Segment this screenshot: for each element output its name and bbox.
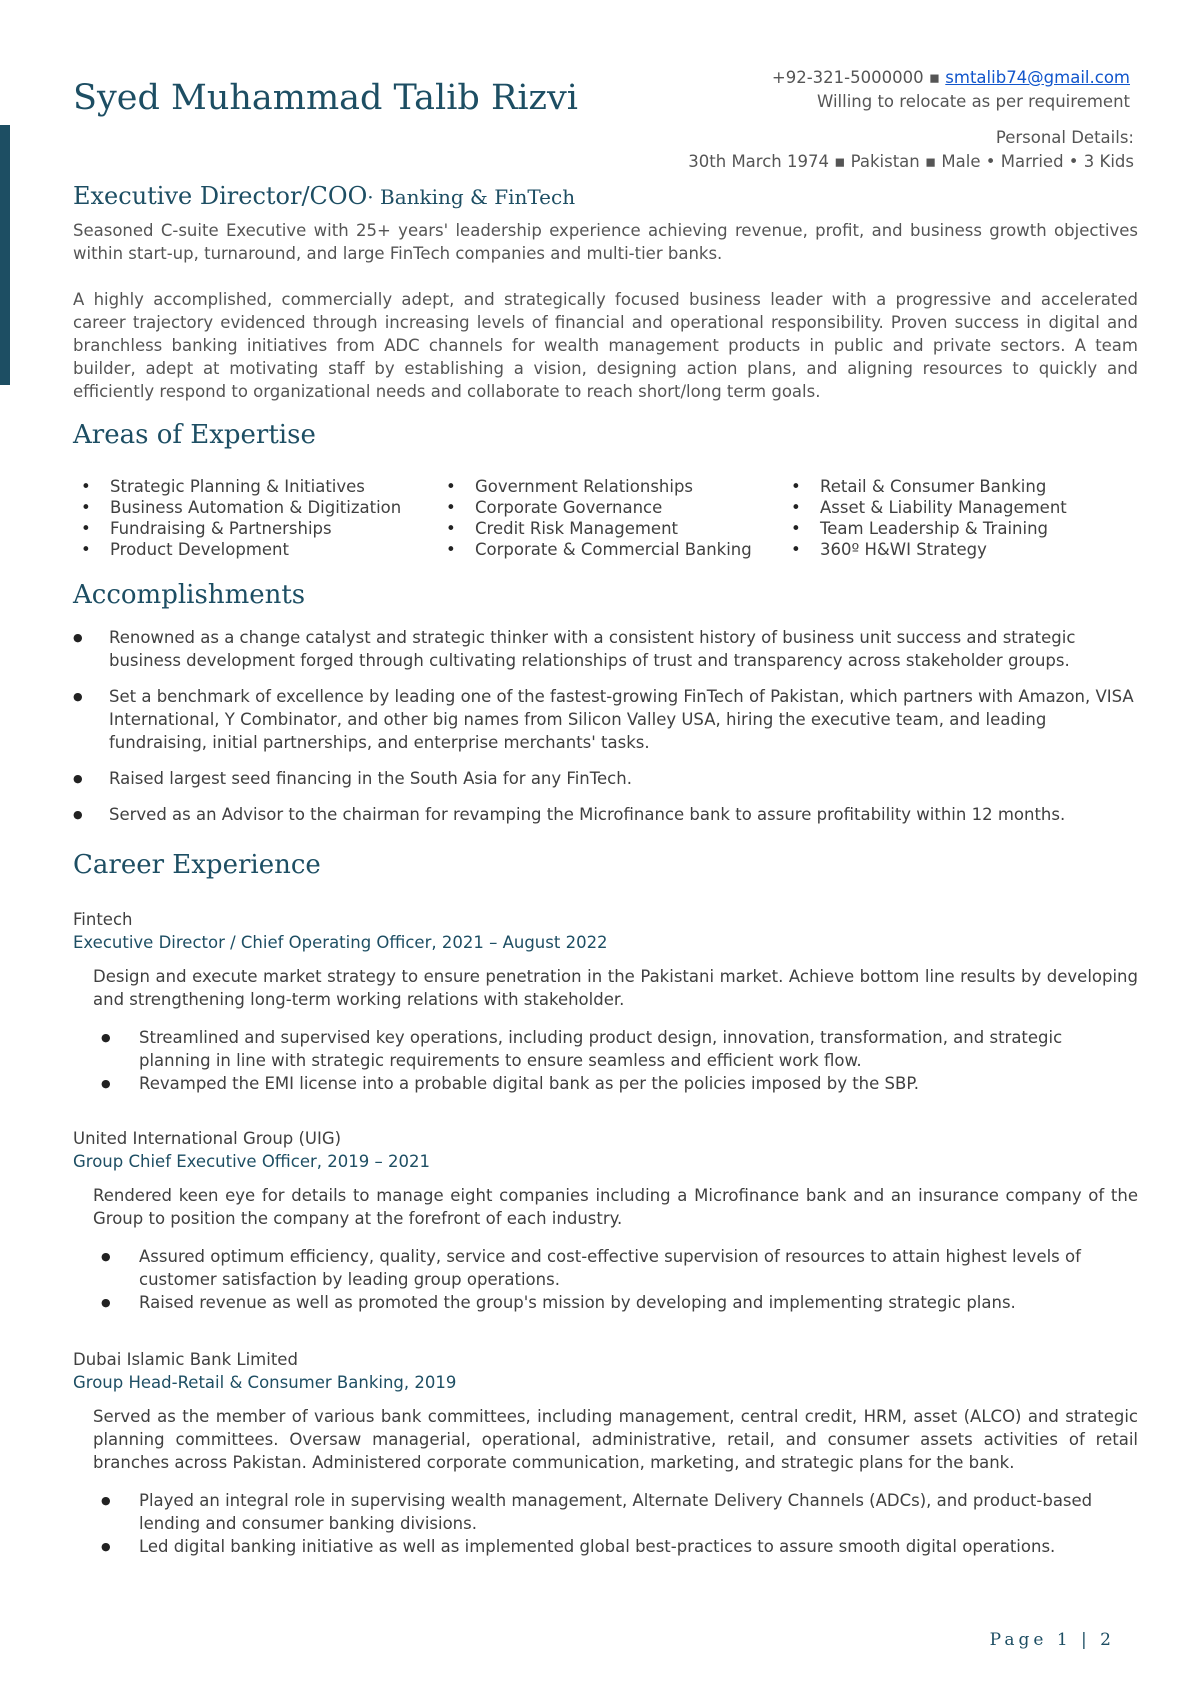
job-bullets — [93, 1489, 1138, 1558]
job-entry — [73, 1127, 1138, 1314]
expertise-item: • Strategic Planning & Initiatives — [73, 476, 438, 497]
section-title-career: Career Experience — [73, 850, 321, 880]
job-entry — [73, 908, 1138, 1095]
accomplishments-list — [73, 626, 1138, 839]
relocation-note: Willing to relocate as per requirement — [817, 92, 1130, 111]
personal-details — [688, 126, 1134, 174]
expertise-item: • Asset & Liability Management — [783, 497, 1113, 518]
expertise-item: • Corporate & Commercial Banking — [438, 539, 783, 560]
expertise-item: • Credit Risk Management — [438, 518, 783, 539]
expertise-column — [438, 476, 783, 560]
expertise-item: • Product Development — [73, 539, 438, 560]
accent-bar — [0, 125, 10, 385]
personal-details-line: 30th March 1974 ▪ Pakistan ▪ Male • Married • 3 Kids — [688, 152, 1134, 171]
expertise-list — [73, 476, 1133, 560]
headline-title: Executive Director/COO — [73, 182, 368, 210]
job-company: United International Group (UIG) — [73, 1129, 342, 1148]
job-bullets — [93, 1026, 1138, 1095]
page-number: Page 1 | 2 — [989, 1630, 1115, 1650]
expertise-item: • Corporate Governance — [438, 497, 783, 518]
expertise-item: • 360º H&WI Strategy — [783, 539, 1113, 560]
job-role: Executive Director / Chief Operating Officer, 2021 – August 2022 — [73, 933, 608, 952]
summary-paragraph: Seasoned C-suite Executive with 25+ years' leadership experience achieving revenue, profit, and business growth objectives within start-up, turnaround, and large FinTech companies and multi-tier banks. — [73, 221, 1138, 263]
contact-info — [772, 66, 1130, 114]
section-title-expertise: Areas of Expertise — [73, 420, 316, 450]
job-bullet: ● Revamped the EMI license into a probable digital bank as per the policies imposed by the SBP. — [93, 1072, 1138, 1095]
accomplishment-item: ● Raised largest seed financing in the South Asia for any FinTech. — [73, 767, 1138, 790]
expertise-item: • Fundraising & Partnerships — [73, 518, 438, 539]
personal-details-label: Personal Details: — [995, 128, 1134, 147]
job-role: Group Chief Executive Officer, 2019 – 2021 — [73, 1152, 430, 1171]
job-company: Fintech — [73, 910, 133, 929]
job-role: Group Head-Retail & Consumer Banking, 2019 — [73, 1373, 457, 1392]
expertise-column — [73, 476, 438, 560]
expertise-item: • Government Relationships — [438, 476, 783, 497]
job-bullet: ● Raised revenue as well as promoted the group's mission by developing and implementing strategic plans. — [93, 1291, 1138, 1314]
summary-paragraph: A highly accomplished, commercially adept, and strategically focused business leader with a progressive and accelerated career trajectory evidenced through increasing levels of financial and operational responsibility. Proven success in digital and branchless banking initiatives from ADC channels for wealth management products in public and private sectors. A team builder, adept at motivating staff by establishing a vision, designing action plans, and aligning resources to quickly and efficiently respond to organizational needs and collaborate to reach short/long term goals. — [73, 290, 1138, 401]
job-description: Served as the member of various bank committees, including management, central credit, HRM, asset (ALCO) and strategic planning committees. Oversaw managerial, operational, administrative, retail, and consumer assets activities of retail branches across Pakistan. Administered corporate communication, marketing, and strategic plans for the bank. — [93, 1407, 1138, 1472]
accomplishment-item: ● Served as an Advisor to the chairman for revamping the Microfinance bank to assure profitability within 12 months. — [73, 803, 1138, 826]
expertise-item: • Business Automation & Digitization — [73, 497, 438, 518]
expertise-item: • Retail & Consumer Banking — [783, 476, 1113, 497]
accomplishment-item: ● Set a benchmark of excellence by leading one of the fastest-growing FinTech of Pakistan, which partners with Amazon, VISA International, Y Combinator, and other big names from Silicon Valley USA, hiring the executive team, and leading fundraising, initial partnerships, and enterprise merchants' tasks. — [73, 685, 1138, 754]
contact-separator: ▪ — [923, 68, 946, 87]
job-bullet: ● Assured optimum efficiency, quality, service and cost-effective supervision of resources to attain highest levels of customer satisfaction by leading group operations. — [93, 1245, 1138, 1291]
headline-subtitle: · Banking & FinTech — [367, 185, 576, 209]
section-title-accomplishments: Accomplishments — [73, 580, 306, 610]
phone-number: +92-321-5000000 — [771, 68, 924, 87]
job-description: Rendered keen eye for details to manage eight companies including a Microfinance bank and an insurance company of the Group to position the company at the forefront of each industry. — [93, 1186, 1138, 1228]
expertise-item: • Team Leadership & Training — [783, 518, 1113, 539]
job-bullet: ● Streamlined and supervised key operations, including product design, innovation, transformation, and strategic planning in line with strategic requirements to ensure seamless and efficient work flow. — [93, 1026, 1138, 1072]
job-bullets — [93, 1245, 1138, 1314]
accomplishment-item: ● Renowned as a change catalyst and strategic thinker with a consistent history of business unit success and strategic business development forged through cultivating relationships of trust and transparency across stakeholder groups. — [73, 626, 1138, 672]
job-entry — [73, 1348, 1138, 1558]
profile-summary — [73, 219, 1138, 426]
expertise-column — [783, 476, 1113, 560]
job-bullet: ● Led digital banking initiative as well as implemented global best-practices to assure smooth digital operations. — [93, 1535, 1138, 1558]
candidate-name: Syed Muhammad Talib Rizvi — [73, 78, 578, 118]
headline — [73, 182, 575, 210]
job-bullet: ● Played an integral role in supervising wealth management, Alternate Delivery Channels (ADCs), and product-based lending and consumer banking divisions. — [93, 1489, 1138, 1535]
job-description: Design and execute market strategy to ensure penetration in the Pakistani market. Achieve bottom line results by developing and strengthening long-term working relations with stakeholder. — [93, 967, 1138, 1009]
email-link[interactable]: smtalib74@gmail.com — [945, 68, 1130, 87]
job-company: Dubai Islamic Bank Limited — [73, 1350, 298, 1369]
